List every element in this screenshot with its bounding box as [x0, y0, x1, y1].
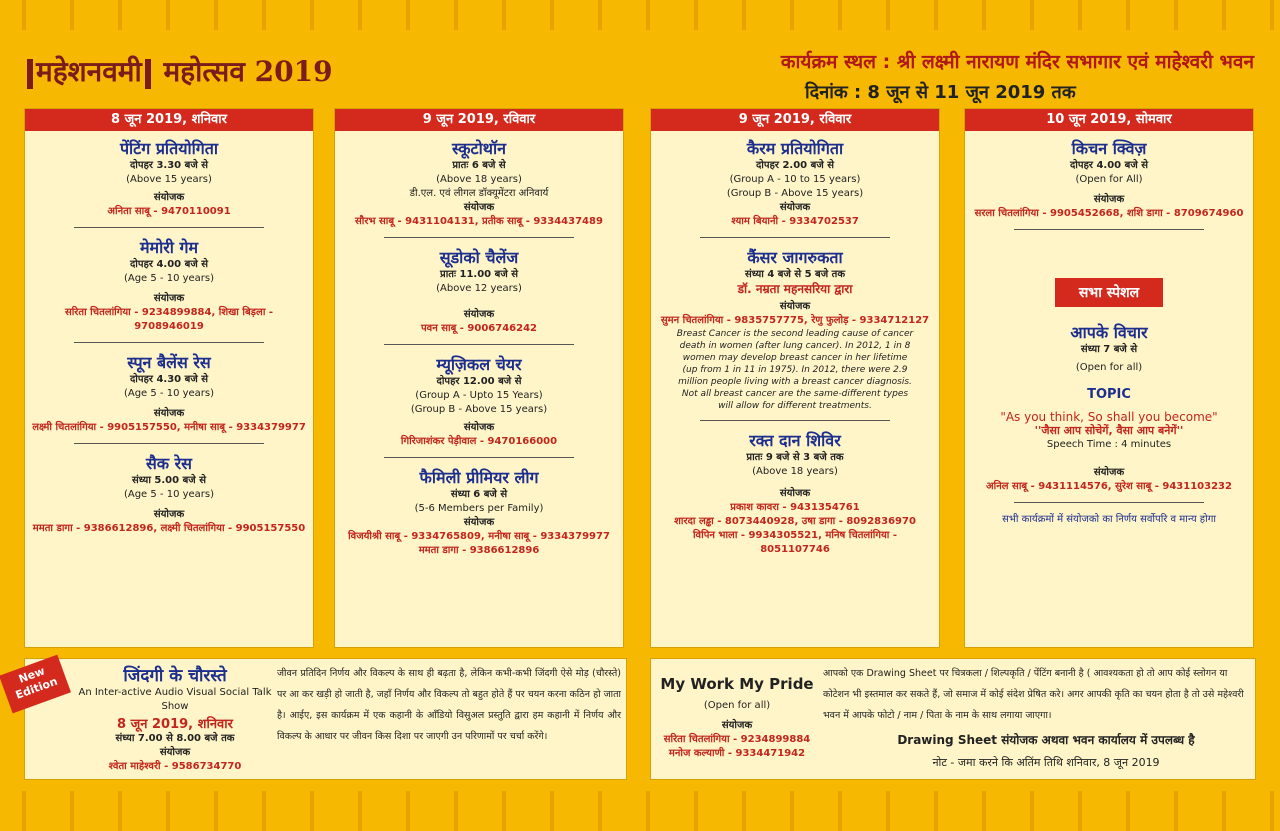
organizer-label: संयोजक	[463, 309, 495, 320]
organizer-contact: अनिता साबू - 9470110091	[107, 206, 231, 217]
divider	[1014, 229, 1204, 230]
column-day2b	[650, 108, 940, 648]
event-musical-chair	[335, 347, 623, 458]
special-ribbon: सभा स्पेशल	[1055, 278, 1163, 307]
event-age: (Age 5 - 10 years)	[123, 388, 215, 399]
event-speaker: डॉ. नम्रता महनसरिया द्वारा	[737, 282, 853, 296]
talk-show-box	[24, 658, 627, 780]
event-age: (Age 5 - 10 years)	[123, 489, 215, 500]
organizer-contact: सुमन चितलांगिया - 9835757775, रेणु फुलोड़ - 9334712127	[660, 315, 930, 326]
talk-show-description: जीवन प्रतिदिन निर्णय और विकल्प के साथ ही बढ़ता है, लेकिन कभी-कभी जिंदगी ऐसे मोड़ (चौरस्ते) पर आ कर खड़ी हो जाती है, जहाँ निर्णय और विकल्प तो बहुत होते हैं पर चयन करना कठिन हो जाता है। आईए, इस कार्यक्रम में एक कहानी के आँडियो विसुअल प्रस्तुति द्वारा हम कहानी में निर्णय और विकल्प के आधार पर जीवन किस दिशा पर जाएगी उन परिणामों पर चर्चा करेंगे।	[277, 668, 621, 742]
organizer-label: संयोजक	[1093, 194, 1125, 205]
divider	[700, 237, 890, 238]
event-sack	[25, 446, 313, 536]
topic-label: TOPIC	[1087, 387, 1131, 402]
organizer-contact: सौरभ साबू - 9431104131, प्रतीक साबू - 9334437489	[355, 216, 603, 227]
organizer-contact: मनोज कल्याणी - 9334471942	[668, 748, 806, 759]
topic-english: "As you think, So shall you become"	[1000, 410, 1218, 424]
event-title: मेमोरी गेम	[139, 238, 199, 257]
event-time: दोपहर 12.00 बजे से	[436, 376, 522, 387]
cancer-info: Breast Cancer is the second leading cause of cancer death in women (after lung cancer). In 2012, 1 in 8 women may develop breast cancer in her lifetime (up from 1 in 11 in 1975). In 2012, there were 2.9 million people living with a breast cancer diagnosis. Not all breast cancer are the same-different types will allow for different treatments.	[676, 329, 914, 411]
organizer-contact: ममता डागा - 9386612896, लक्ष्मी चितलांगिया - 9905157550	[32, 523, 306, 534]
event-time: दोपहर 2.00 बजे से	[756, 160, 834, 171]
divider	[74, 443, 264, 444]
organizer-contact: लक्ष्मी चितलांगिया - 9905157550, मनीषा साबू - 9334379977	[32, 422, 306, 433]
logo-bar-icon	[27, 59, 33, 89]
event-time: संध्या 7 बजे से	[1080, 344, 1138, 355]
bottom-border	[0, 791, 1280, 831]
top-border	[0, 0, 1280, 30]
event-title: आपके विचार	[1070, 323, 1148, 342]
organizer-contact: विजयीश्री साबू - 9334765809, मनीषा साबू - 9334379977	[348, 531, 610, 542]
organizer-label: संयोजक	[779, 488, 811, 499]
organizer-label: संयोजक	[721, 720, 753, 731]
organizer-contact: प्रकाश कावरा - 9431354761	[730, 502, 860, 513]
event-time: प्रातः 9 बजे से 3 बजे तक	[746, 452, 844, 463]
event-blood	[651, 423, 939, 557]
organizer-disclaimer: सभी कार्यक्रमों में संयोजको का निर्णय सर्वोपरि व मान्य होगा	[1002, 514, 1216, 525]
column-day3	[964, 108, 1254, 648]
event-time: दोपहर 4.00 बजे से	[130, 259, 208, 270]
event-time: दोपहर 4.00 बजे से	[1070, 160, 1148, 171]
event-time: प्रातः 11.00 बजे से	[440, 269, 518, 280]
column-heading: 9 जून 2019, रविवार	[335, 109, 623, 131]
organizer-label: संयोजक	[779, 202, 811, 213]
organizer-label: संयोजक	[779, 301, 811, 312]
event-title: स्कूटोथॉन	[452, 139, 506, 158]
organizer-label: संयोजक	[463, 517, 495, 528]
column-day2a	[334, 108, 624, 648]
topic-hindi: ''जैसा आप सोचेगें, वैसा आप बनेगें''	[1034, 424, 1184, 437]
drawing-description: आपको एक Drawing Sheet पर चित्रकला / शिल्पकृति / पेंटिंग बनानी है ( आवश्यकता हो तो आप कोई स्लोगन या कोटेशन भी इस्तमाल कर सकते हैं, जो समाज में कोई संदेश प्रेषित करे। अगर आपकी कृति का चयन होता है तो उसे महेश्वरी भवन में आपके फोटो / नाम / पिता के नाम के साथ लगाया जाएगा।	[823, 668, 1244, 721]
event-age: (Above 15 years)	[126, 174, 212, 185]
column-heading: 8 जून 2019, शनिवार	[25, 109, 313, 131]
divider	[384, 457, 574, 458]
talk-show-subtitle: An Inter-active Audio Visual Social Talk Show	[78, 687, 272, 712]
event-time: दोपहर 4.30 बजे से	[130, 374, 208, 385]
festival-title: महोत्सव 2019	[163, 55, 333, 88]
speech-time: Speech Time : 4 minutes	[1046, 439, 1172, 450]
organizer-contact: श्वेता माहेश्वरी - 9586734770	[108, 761, 242, 772]
event-title: कैरम प्रतियोगिता	[746, 139, 844, 158]
event-age: (Group B - Above 15 years)	[726, 188, 864, 199]
event-family-league	[335, 460, 623, 558]
event-title: म्यूज़िकल चेयर	[436, 355, 522, 374]
event-title: सैक रेस	[145, 454, 193, 473]
divider	[74, 227, 264, 228]
organizer-label: संयोजक	[153, 509, 185, 520]
organizer-contact: श्याम बियानी - 9334702537	[731, 216, 859, 227]
event-age: (Above 18 years)	[436, 174, 522, 185]
venue: कार्यक्रम स्थल : श्री लक्ष्मी नारायण मंदिर सभागार एवं माहेश्वरी भवन	[780, 51, 1254, 73]
drawing-info	[657, 675, 817, 761]
event-views	[965, 315, 1253, 503]
event-time: दोपहर 3.30 बजे से	[130, 160, 208, 171]
event-age: (Group A - 10 to 15 years)	[729, 174, 861, 185]
event-age: (Group A - Upto 15 Years)	[415, 390, 543, 401]
talk-show-time: संध्या 7.00 से 8.00 बजे तक	[115, 733, 235, 744]
event-title: सूडोको चैलेंज	[439, 248, 519, 267]
ribbon-wrap	[965, 270, 1253, 315]
divider	[384, 344, 574, 345]
divider	[74, 342, 264, 343]
talk-show-info	[69, 663, 281, 774]
event-sudoku	[335, 240, 623, 345]
event-time: संध्या 4 बजे से 5 बजे तक	[744, 269, 846, 280]
event-carrom	[651, 131, 939, 238]
event-time: संध्या 6 बजे से	[450, 489, 508, 500]
organizer-label: संयोजक	[1093, 467, 1125, 478]
drawing-open: (Open for all)	[703, 700, 771, 711]
organizer-contact: विपिन भाला - 9934305521, मनिष चितलांगिया - 8051107746	[692, 530, 898, 555]
organizer-contact: गिरिजाशंकर पेड़ीवाल - 9470166000	[400, 436, 558, 447]
organizer-contact: सरिता चितलांगिया - 9234899884	[663, 734, 811, 745]
event-age: (5-6 Members per Family)	[414, 503, 544, 514]
talk-show-date: 8 जून 2019, शनिवार	[117, 717, 233, 732]
organizer-contact: ममता डागा - 9386612896	[418, 545, 540, 556]
event-cancer	[651, 240, 939, 421]
logo-text: महेशनवमी	[36, 55, 142, 88]
organizer-label: संयोजक	[159, 747, 191, 758]
divider	[1014, 502, 1204, 503]
drawing-sheet-note: Drawing Sheet संयोजक अथवा भवन कार्यालय में उपलब्ध है	[897, 733, 1195, 747]
talk-show-title: जिंदगी के चौरस्ते	[123, 666, 227, 686]
header	[0, 40, 1280, 105]
event-painting	[25, 131, 313, 228]
date-range: दिनांक : 8 जून से 11 जून 2019 तक	[805, 82, 1076, 103]
event-scootathon	[335, 131, 623, 238]
event-kitchen-quiz	[965, 131, 1253, 230]
new-edition-badge: New Edition	[0, 655, 71, 714]
organizer-contact: अनिल साबू - 9431114576, सुरेश साबू - 9431103232	[986, 481, 1232, 492]
logo-bar-icon	[145, 59, 151, 89]
event-age: (Open for all)	[1075, 362, 1143, 373]
organizer-contact: पवन साबू - 9006746242	[420, 323, 538, 334]
event-age: (Above 12 years)	[436, 283, 522, 294]
organizer-label: संयोजक	[153, 408, 185, 419]
event-note: डी.एल. एवं लीगल डॉक्यूमेंटरा अनिवार्य	[409, 188, 549, 199]
event-time: प्रातः 6 बजे से	[452, 160, 506, 171]
drawing-title: My Work My Pride	[660, 675, 814, 693]
event-age: (Group B - Above 15 years)	[410, 404, 548, 415]
logo	[24, 52, 333, 90]
event-title: पेंटिंग प्रतियोगिता	[119, 139, 219, 158]
event-title: फैमिली प्रीमियर लीग	[419, 468, 539, 487]
deadline-note: नोट - जमा करने कि अतिंम तिथि शनिवार, 8 जून 2019	[932, 756, 1160, 769]
divider	[384, 237, 574, 238]
event-title: स्पून बैलेंस रेस	[127, 353, 211, 372]
column-heading: 9 जून 2019, रविवार	[651, 109, 939, 131]
event-age: (Open for All)	[1075, 174, 1143, 185]
event-age: (Age 5 - 10 years)	[123, 273, 215, 284]
organizer-label: संयोजक	[463, 422, 495, 433]
event-title: किचन क्विज़	[1071, 139, 1147, 158]
organizer-label: संयोजक	[153, 192, 185, 203]
drawing-box	[650, 658, 1256, 780]
column-day1	[24, 108, 314, 648]
event-age: (Above 18 years)	[752, 466, 838, 477]
event-title: कैंसर जागरुकता	[747, 248, 843, 267]
event-spoon	[25, 345, 313, 444]
organizer-contact: सरिता चितलांगिया - 9234899884, शिखा बिड़ला - 9708946019	[64, 307, 274, 332]
event-time: संध्या 5.00 बजे से	[132, 475, 206, 486]
organizer-label: संयोजक	[153, 293, 185, 304]
event-title: रक्त दान शिविर	[749, 431, 841, 450]
organizer-contact: सरला चितलांगिया - 9905452668, शशि डागा - 8709674960	[974, 208, 1244, 219]
organizer-contact: शारदा लड्ढा - 8073440928, उषा डागा - 8092836970	[674, 516, 916, 527]
event-memory	[25, 230, 313, 343]
organizer-label: संयोजक	[463, 202, 495, 213]
column-heading: 10 जून 2019, सोमवार	[965, 109, 1253, 131]
divider	[700, 420, 890, 421]
